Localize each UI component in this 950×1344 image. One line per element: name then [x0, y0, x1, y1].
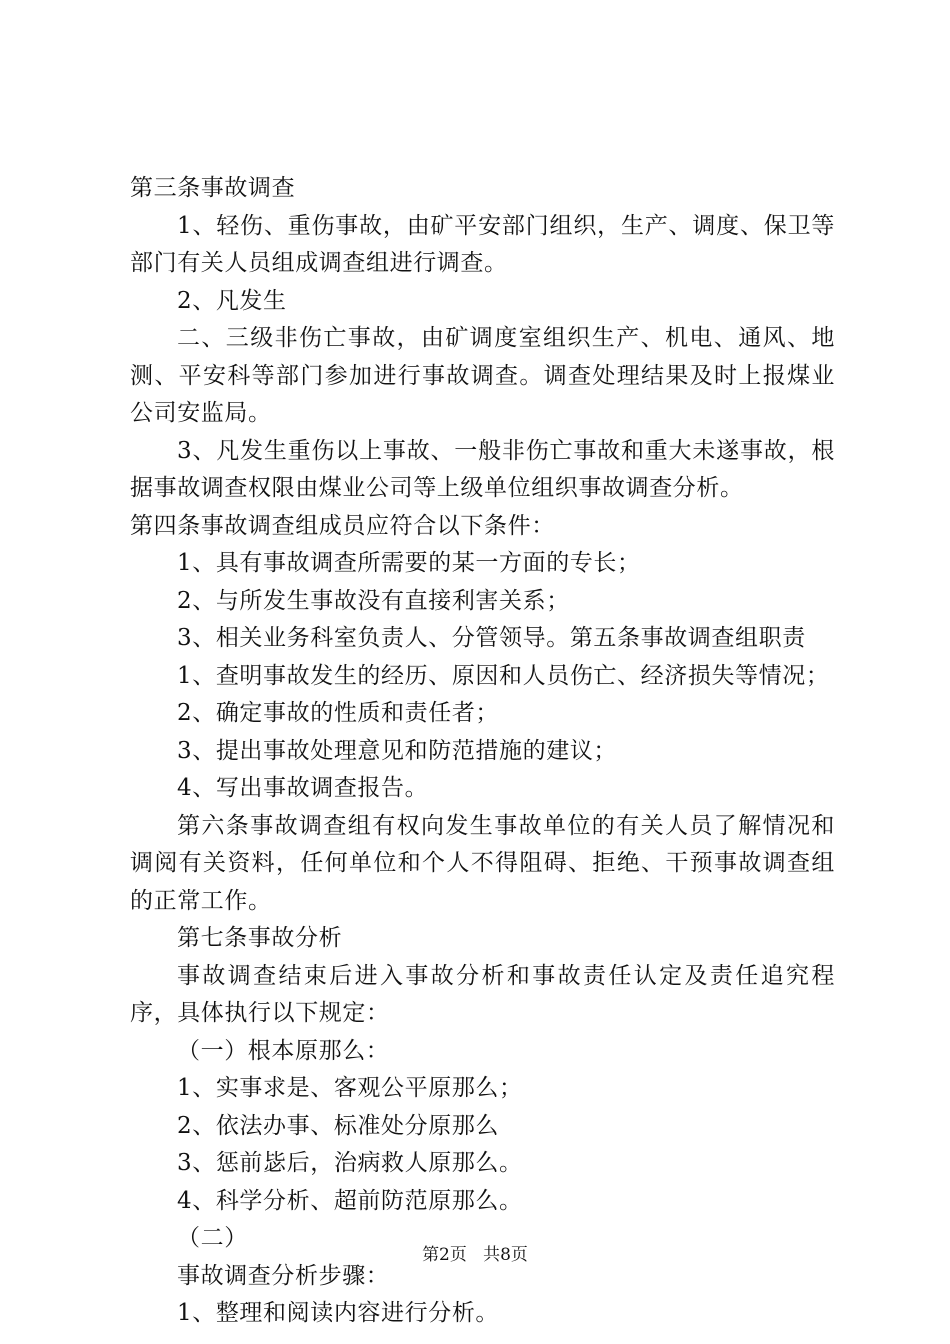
page-total: 共8页 [483, 1245, 528, 1265]
paragraph: 2、确定事故的性质和责任者； [177, 700, 500, 726]
paragraph: 第三条事故调查 [130, 175, 296, 201]
paragraph: 3、惩前毖后，治病救人原那么。 [177, 1150, 523, 1176]
paragraph: 1、整理和阅读内容进行分析。 [177, 1300, 500, 1326]
paragraph: 事故调查结束后进入事故分析和事故责任认定及责任追究程序，具体执行以下规定： [130, 962, 835, 1026]
paragraph: 事故调查分析步骤： [177, 1262, 390, 1289]
paragraph: 第四条事故调查组成员应符合以下条件： [130, 512, 555, 539]
paragraph: 2、依法办事、标准处分原那么 [177, 1112, 500, 1139]
paragraph: 第七条事故分析 [177, 925, 343, 951]
document-body [130, 170, 835, 1333]
paragraph: 2、凡发生 [177, 287, 287, 314]
paragraph: （一）根本原那么： [177, 1037, 390, 1064]
paragraph: 1、查明事故发生的经历、原因和人员伤亡、经济损失等情况； [177, 662, 830, 689]
paragraph: 3、凡发生重伤以上事故、一般非伤亡事故和重大未遂事故，根据事故调查权限由煤业公司等上级单位组织事故调查分析。 [130, 437, 835, 501]
paragraph: 1、具有事故调查所需要的某一方面的专长； [177, 550, 641, 576]
paragraph: 1、实事求是、客观公平原那么； [177, 1075, 523, 1101]
paragraph: 4、科学分析、超前防范原那么。 [177, 1187, 523, 1214]
paragraph: 第六条事故调查组有权向发生事故单位的有关人员了解情况和调阅有关资料，任何单位和个人不得阻碍、拒绝、干预事故调查组的正常工作。 [130, 812, 835, 914]
paragraph: 2、与所发生事故没有直接利害关系； [177, 587, 570, 614]
paragraph: 二、三级非伤亡事故，由矿调度室组织生产、机电、通风、地测、平安科等部门参加进行事故调查。调查处理结果及时上报煤业公司安监局。 [130, 325, 835, 426]
paragraph: 3、相关业务科室负责人、分管领导。第五条事故调查组职责 [177, 625, 806, 651]
paragraph: （二） [177, 1225, 248, 1251]
paragraph: 4、写出事故调查报告。 [177, 775, 429, 801]
paragraph: 1、轻伤、重伤事故，由矿平安部门组织，生产、调度、保卫等部门有关人员组成调查组进行调查。 [130, 212, 835, 276]
page-footer [0, 1244, 950, 1266]
paragraph: 3、提出事故处理意见和防范措施的建议； [177, 737, 618, 764]
page-number: 第2页 [422, 1245, 467, 1265]
